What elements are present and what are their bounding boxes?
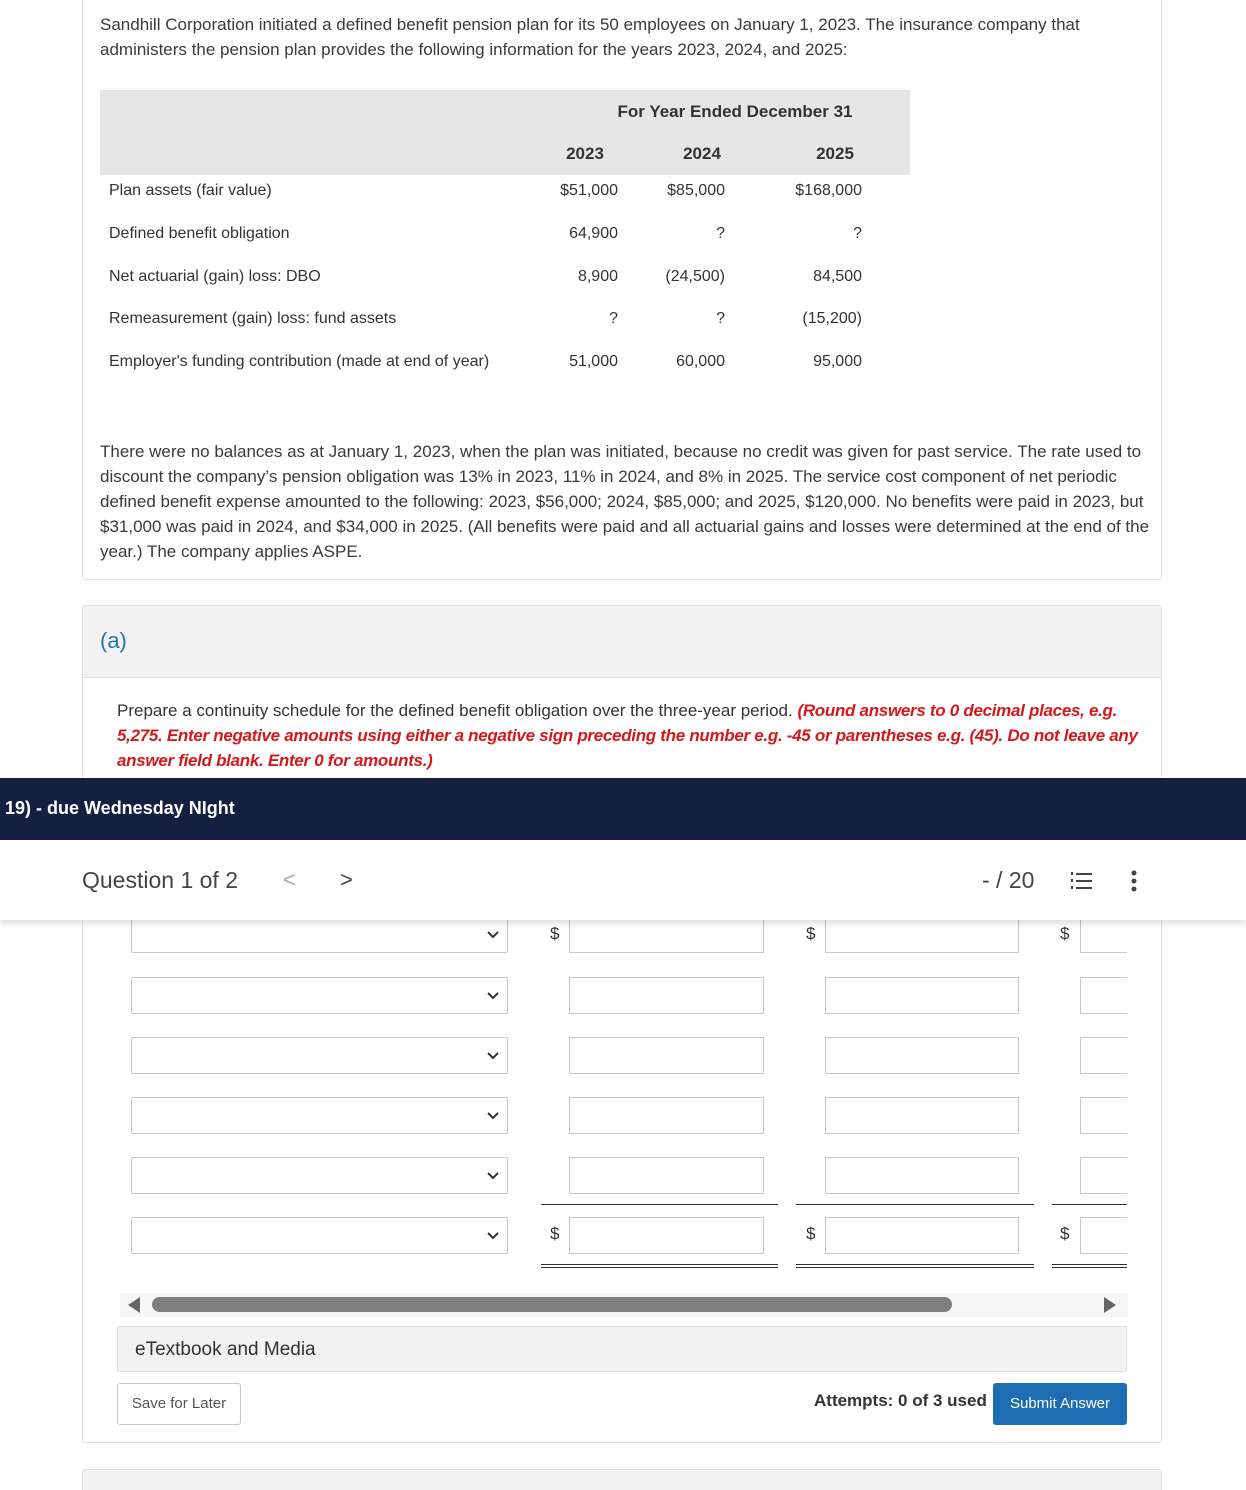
etextbook-label: eTextbook and Media — [135, 1339, 316, 1360]
amount-input-2024[interactable] — [825, 977, 1019, 1014]
amount-input-2023[interactable] — [569, 916, 764, 953]
cell: 84,500 — [813, 268, 862, 285]
list-icon[interactable] — [1068, 868, 1094, 894]
dollar-sign: $ — [806, 1224, 816, 1243]
part-instruction — [117, 698, 1142, 773]
chevron-down-icon — [487, 1231, 499, 1241]
scrollbar-thumb[interactable] — [152, 1297, 952, 1312]
question-score: - / 20 — [982, 867, 1035, 893]
cell: ? — [716, 310, 725, 327]
table-row — [100, 310, 910, 338]
row-label: Defined benefit obligation — [109, 225, 290, 242]
etextbook-media-panel[interactable] — [117, 1326, 1127, 1372]
amount-input-2025[interactable] — [1080, 1157, 1127, 1194]
dollar-sign: $ — [550, 924, 560, 943]
schedule-row-select[interactable] — [131, 1037, 508, 1074]
chevron-down-icon — [487, 1171, 499, 1181]
previous-question-button[interactable]: < — [283, 867, 296, 892]
submit-answer-button[interactable]: Submit Answer — [993, 1383, 1127, 1425]
assignment-title: 19) - due Wednesday NIght — [5, 798, 235, 818]
more-vertical-icon[interactable] — [1124, 868, 1144, 894]
year-2024: 2024 — [683, 144, 721, 163]
part-a-card — [82, 605, 1162, 1443]
cell: (15,200) — [802, 310, 862, 327]
scroll-left-icon[interactable] — [128, 1297, 140, 1313]
amount-input-2024[interactable] — [825, 1097, 1019, 1134]
amount-input-2025[interactable] — [1080, 1097, 1127, 1134]
total-input-2024[interactable] — [825, 1217, 1019, 1254]
cell: 64,900 — [569, 225, 618, 242]
dollar-sign: $ — [806, 924, 816, 943]
amount-input-2023[interactable] — [569, 977, 764, 1014]
schedule-row-select[interactable] — [131, 977, 508, 1014]
total-double-rule — [1052, 1264, 1127, 1268]
cell: 51,000 — [569, 353, 618, 370]
subtotal-rule — [1052, 1204, 1127, 1205]
amount-input-2025[interactable] — [1080, 916, 1127, 953]
row-label: Employer's funding contribution (made at end of year) — [109, 353, 490, 370]
part-label: (a) — [100, 628, 127, 653]
amount-input-2024[interactable] — [825, 1037, 1019, 1074]
instruction-text: Prepare a continuity schedule for the defined benefit obligation over the three-year period. — [117, 701, 793, 720]
table-row — [100, 353, 910, 381]
cell: ? — [853, 225, 862, 242]
subtotal-rule — [541, 1204, 778, 1205]
year-2025: 2025 — [816, 144, 854, 163]
chevron-down-icon — [487, 1051, 499, 1061]
amount-input-2025[interactable] — [1080, 977, 1127, 1014]
cell: ? — [609, 310, 618, 327]
amount-input-2023[interactable] — [569, 1157, 764, 1194]
cell: 95,000 — [813, 353, 862, 370]
row-label: Net actuarial (gain) loss: DBO — [109, 268, 321, 285]
cell: $51,000 — [560, 182, 618, 199]
year-2023: 2023 — [566, 144, 604, 163]
schedule-row-select[interactable] — [131, 1097, 508, 1134]
schedule-row-select[interactable] — [131, 1217, 508, 1254]
chevron-down-icon — [487, 1111, 499, 1121]
question-label: Question 1 of 2 — [82, 867, 238, 893]
cell: $85,000 — [667, 182, 725, 199]
dollar-sign: $ — [1060, 924, 1070, 943]
cell: 8,900 — [577, 268, 618, 285]
total-double-rule — [541, 1264, 778, 1268]
amount-input-2025[interactable] — [1080, 1037, 1127, 1074]
attempts-counter: Attempts: 0 of 3 used — [814, 1391, 987, 1410]
chevron-down-icon — [487, 991, 499, 1001]
question-bar — [0, 840, 1246, 920]
problem-card — [82, 0, 1162, 580]
chevron-down-icon — [487, 930, 499, 940]
total-input-2025[interactable] — [1080, 1217, 1127, 1254]
schedule-row-select[interactable] — [131, 916, 508, 953]
amount-input-2023[interactable] — [569, 1097, 764, 1134]
problem-intro: Sandhill Corporation initiated a defined benefit pension plan for its 50 employees on January 1, 2023. The insurance company that administers the pension plan provides the following information for the years 2023, 2024, and 2025: — [100, 15, 1080, 59]
total-double-rule — [796, 1264, 1034, 1268]
cell: ? — [716, 225, 725, 242]
table-row — [100, 182, 910, 210]
next-question-button[interactable]: > — [340, 867, 353, 892]
assignment-navbar — [0, 778, 1246, 840]
save-for-later-button[interactable]: Save for Later — [117, 1383, 241, 1425]
cell: 60,000 — [676, 353, 725, 370]
row-label: Remeasurement (gain) loss: fund assets — [109, 310, 397, 327]
amount-input-2023[interactable] — [569, 1037, 764, 1074]
amount-input-2024[interactable] — [825, 1157, 1019, 1194]
subtotal-rule — [796, 1204, 1034, 1205]
data-table-header — [100, 90, 910, 175]
part-header — [83, 606, 1161, 678]
problem-details: There were no balances as at January 1, 2023, when the plan was initiated, because no credit was given for past service. The rate used to discount the company’s pension obligation was 13% in 2023, 11% in 2024, and 8% in 2025. The service cost component of net periodic defined benefit expense amounted to the following: 2023, $56,000; 2024, $85,000; and 2025, $120,000. No benefits were paid in 2023, but $31,000 was paid in 2024, and $34,000 in 2025. (All benefits were paid and all actuarial gains and losses were determined at the end of the year.) The company applies ASPE. — [100, 442, 1150, 561]
amount-input-2024[interactable] — [825, 916, 1019, 953]
instruction-rounding-note: (Round answers to 0 decimal places, e.g. 5,275. Enter negative amounts using either a negative sign preceding the number e.g. -45 or parentheses e.g. (45). Do not leave any answer field blank. Enter 0 for amounts.) — [117, 701, 1138, 770]
data-table-title: For Year Ended December 31 — [617, 102, 853, 121]
next-part-card — [82, 1469, 1162, 1490]
total-input-2023[interactable] — [569, 1217, 764, 1254]
schedule-row-select[interactable] — [131, 1157, 508, 1194]
table-row — [100, 268, 910, 296]
table-row — [100, 225, 910, 253]
row-label: Plan assets (fair value) — [109, 182, 272, 199]
cell: (24,500) — [665, 268, 725, 285]
cell: $168,000 — [795, 182, 862, 199]
dollar-sign: $ — [1060, 1224, 1070, 1243]
dollar-sign: $ — [550, 1224, 560, 1243]
scroll-right-icon[interactable] — [1104, 1297, 1116, 1313]
